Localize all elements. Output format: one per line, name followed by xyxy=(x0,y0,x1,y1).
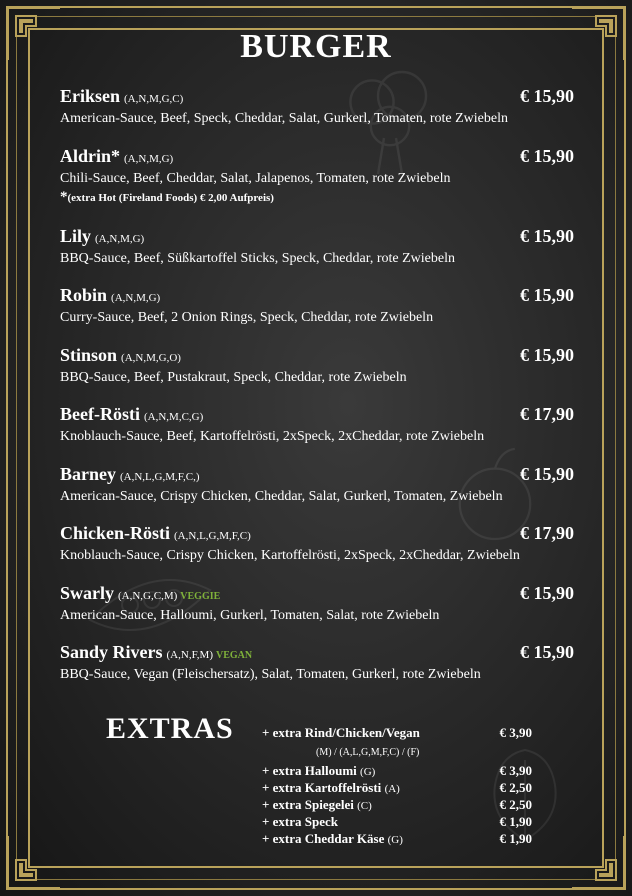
extra-label: + extra Spiegelei xyxy=(262,797,354,812)
item-price: € 15,90 xyxy=(520,146,574,166)
item-price: € 15,90 xyxy=(520,285,574,305)
extra-row xyxy=(262,780,532,797)
item-description: BBQ-Sauce, Vegan (Fleischersatz), Salat, Tomaten, Gurkerl, rote Zwiebeln xyxy=(60,667,481,682)
extras-title: EXTRAS xyxy=(106,712,234,745)
extra-row xyxy=(262,725,532,742)
item-name: Aldrin xyxy=(60,146,112,166)
item-price: € 15,90 xyxy=(520,86,574,106)
allergen-codes: (A,N,G,C,M) xyxy=(118,590,178,602)
item-price: € 15,90 xyxy=(520,345,574,365)
corner-ornament-icon xyxy=(6,834,62,890)
item-price: € 17,90 xyxy=(520,404,574,424)
item-name: Swarly xyxy=(60,583,114,603)
allergen-codes: (A,N,M,G) xyxy=(95,233,145,245)
menu-item xyxy=(60,345,574,386)
extra-price: € 1,90 xyxy=(499,831,532,846)
menu-item xyxy=(60,285,574,326)
extra-label: + extra Speck xyxy=(262,814,339,829)
vegan-tag: VEGAN xyxy=(216,650,253,661)
menu-item xyxy=(60,642,574,683)
allergen-codes: (A,N,L,G,M,F,C) xyxy=(174,530,251,542)
allergen-codes: (G) xyxy=(387,834,403,846)
allergen-codes: (A,N,F,M) xyxy=(166,649,213,661)
extra-row xyxy=(262,814,532,831)
menu-item xyxy=(60,523,574,564)
item-price: € 15,90 xyxy=(520,642,574,662)
menu-item xyxy=(60,464,574,505)
allergen-codes: (C) xyxy=(357,800,372,812)
item-note xyxy=(60,189,574,206)
item-price: € 15,90 xyxy=(520,464,574,484)
item-description: Knoblauch-Sauce, Crispy Chicken, Kartoffelrösti, 2xSpeck, 2xCheddar, Zwiebeln xyxy=(60,548,520,563)
extra-label: + extra Rind/Chicken/Vegan xyxy=(262,725,420,740)
extra-sub-codes: (M) / (A,L,G,M,F,C) / (F) xyxy=(316,747,420,758)
extra-row xyxy=(262,763,532,780)
allergen-codes: (A) xyxy=(384,783,400,795)
item-description: Chili-Sauce, Beef, Cheddar, Salat, Jalapenos, Tomaten, rote Zwiebeln xyxy=(60,171,451,186)
item-description: American-Sauce, Halloumi, Gurkerl, Tomaten, Salat, rote Zwiebeln xyxy=(60,608,440,623)
item-name: Chicken-Rösti xyxy=(60,523,171,543)
menu-item xyxy=(60,86,574,127)
note-text: (extra Hot (Fireland Foods) € 2,00 Aufpreis) xyxy=(67,192,274,204)
note-star: * xyxy=(60,189,68,205)
menu-item xyxy=(60,226,574,267)
item-price: € 15,90 xyxy=(520,226,574,246)
extra-price: € 3,90 xyxy=(499,763,532,778)
allergen-codes: (A,N,M,G) xyxy=(111,292,161,304)
allergen-codes: (A,N,M,C,G) xyxy=(143,411,204,423)
item-description: American-Sauce, Crispy Chicken, Cheddar, Salat, Gurkerl, Tomaten, Zwiebeln xyxy=(60,489,503,504)
allergen-codes: (A,N,L,G,M,F,C,) xyxy=(120,471,200,483)
extra-label: + extra Kartoffelrösti xyxy=(262,780,382,795)
item-name: Barney xyxy=(60,464,116,484)
corner-ornament-icon xyxy=(570,834,626,890)
item-name: Sandy Rivers xyxy=(60,642,163,662)
extra-label: + extra Cheddar Käse xyxy=(262,831,385,846)
item-price: € 15,90 xyxy=(520,583,574,603)
item-price: € 17,90 xyxy=(520,523,574,543)
item-name: Stinson xyxy=(60,345,118,365)
veggie-tag: VEGGIE xyxy=(180,591,221,602)
allergen-codes: (A,N,M,G) xyxy=(124,153,174,165)
extra-price: € 1,90 xyxy=(499,814,532,829)
item-name: Eriksen xyxy=(60,86,121,106)
item-name: Lily xyxy=(60,226,92,246)
extra-price: € 2,50 xyxy=(499,780,532,795)
extra-price: € 3,90 xyxy=(499,725,532,740)
item-star: * xyxy=(111,146,121,166)
extra-row xyxy=(262,797,532,814)
item-description: Curry-Sauce, Beef, 2 Onion Rings, Speck, Cheddar, rote Zwiebeln xyxy=(60,310,434,325)
extras-list xyxy=(262,725,532,848)
allergen-codes: (G) xyxy=(360,766,376,778)
extra-row xyxy=(262,831,532,848)
item-description: American-Sauce, Beef, Speck, Cheddar, Salat, Gurkerl, Tomaten, rote Zwiebeln xyxy=(60,111,508,126)
item-description: BBQ-Sauce, Beef, Pustakraut, Speck, Cheddar, rote Zwiebeln xyxy=(60,370,407,385)
extra-label: + extra Halloumi xyxy=(262,763,357,778)
menu-item xyxy=(60,404,574,445)
allergen-codes: (A,N,M,G,C) xyxy=(124,93,184,105)
page-title: BURGER xyxy=(240,28,392,65)
menu-item xyxy=(60,146,574,206)
item-description: Knoblauch-Sauce, Beef, Kartoffelrösti, 2xSpeck, 2xCheddar, rote Zwiebeln xyxy=(60,429,485,444)
menu-item xyxy=(60,583,574,624)
item-description: BBQ-Sauce, Beef, Süßkartoffel Sticks, Speck, Cheddar, rote Zwiebeln xyxy=(60,251,455,266)
allergen-codes: (A,N,M,G,O) xyxy=(121,352,181,364)
item-name: Robin xyxy=(60,285,108,305)
item-name: Beef-Rösti xyxy=(60,404,140,424)
extra-price: € 2,50 xyxy=(499,797,532,812)
